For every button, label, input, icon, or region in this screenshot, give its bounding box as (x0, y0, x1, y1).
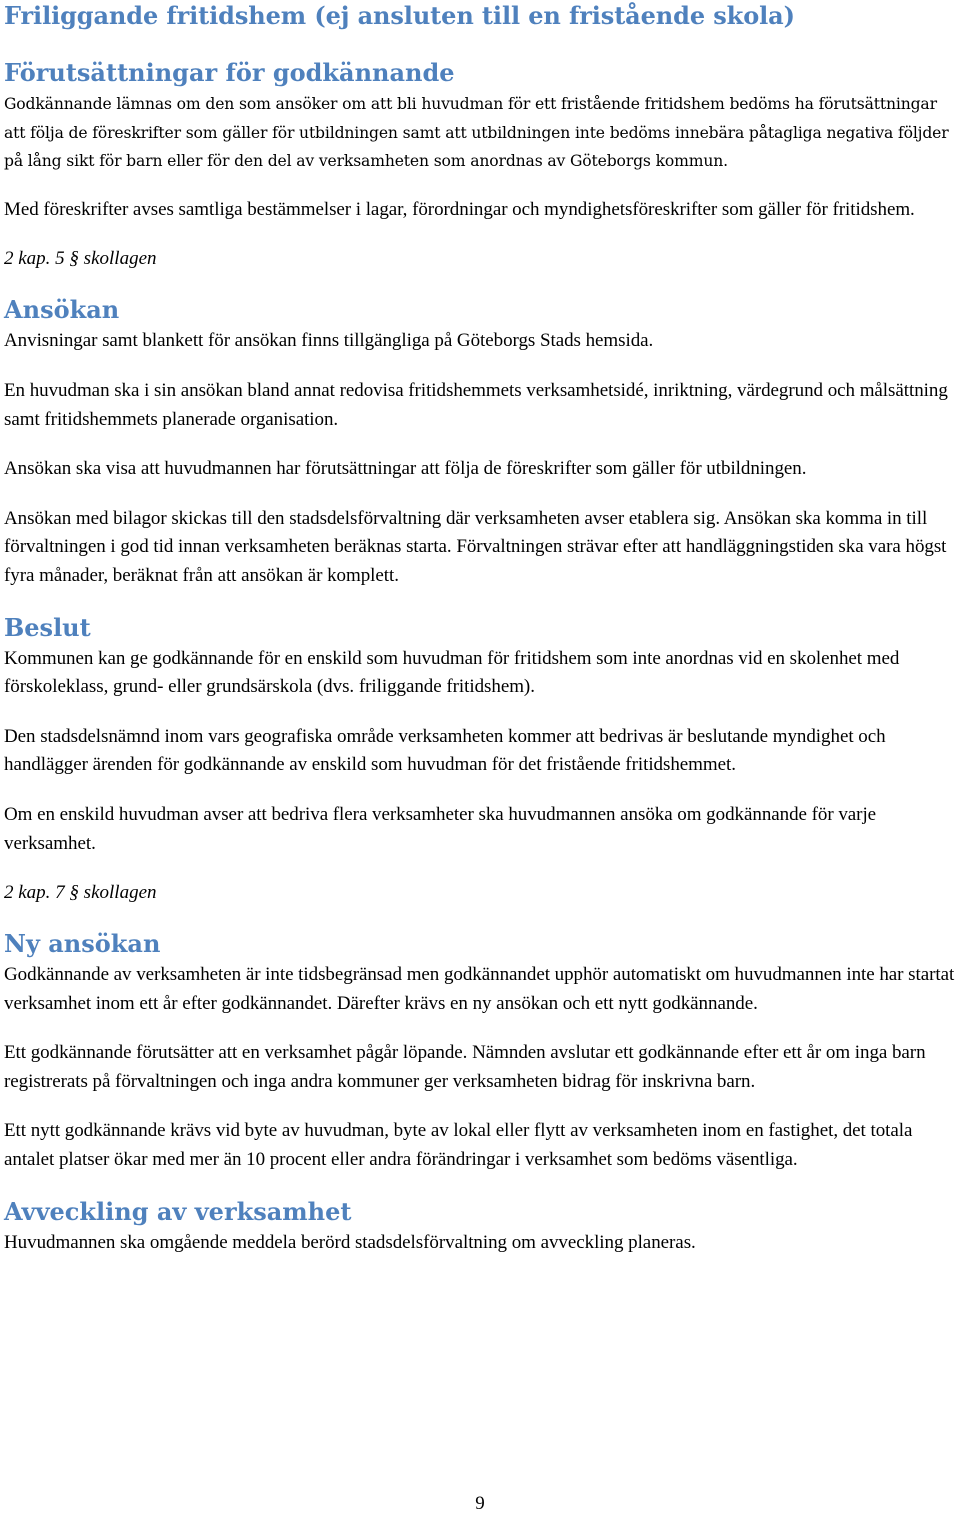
section-heading-beslut: Beslut (4, 612, 91, 642)
paragraph: Ansökan ska visa att huvudmannen har förutsättningar att följa de föreskrifter som gäller för utbildningen. (4, 458, 807, 480)
paragraph: Om en enskild huvudman avser att bedriva flera verksamheter ska huvudmannen ansöka om godkännande för varje verksamhet. (4, 803, 877, 854)
page-number: 9 (475, 1493, 485, 1514)
section-heading-ny-ansokan: Ny ansökan (4, 929, 161, 959)
paragraph: Ett nytt godkännande krävs vid byte av huvudman, byte av lokal eller flytt av verksamheten inom en fastighet, det totala antalet platser ökar med mer än 10 procent eller andra förändringar i verksamhet som bedöms väsentliga. (4, 1120, 913, 1171)
law-reference: 2 kap. 5 § skollagen (4, 248, 157, 270)
page-title: Friliggande fritidshem (ej ansluten till en fristående skola) (4, 1, 795, 30)
paragraph: Ett godkännande förutsätter att en verksamhet pågår löpande. Nämnden avslutar ett godkännande efter ett år om inga barn registrerats på förvaltningen och inga andra kommuner ger verksamheten bidrag för inskrivna barn. (4, 1042, 926, 1092)
document-page (4, 0, 958, 1257)
paragraph: Godkännande lämnas om den som ansöker om att bli huvudman för ett fristående fritidshem bedöms ha förutsättningar att följa de föreskrifter som gäller för utbildningen samt att utbildningen inte bedöms innebära påtagliga negativa följder på lång sikt för barn eller för den del av verksamheten som anordnas av Göteborgs kommun. (4, 95, 949, 171)
paragraph: Med föreskrifter avses samtliga bestämmelser i lagar, förordningar och myndighetsföreskrifter som gäller för fritidshem. (4, 198, 915, 220)
paragraph: Huvudmannen ska omgående meddela berörd stadsdelsförvaltning om avveckling planeras. (4, 1231, 696, 1253)
paragraph: Ansökan med bilagor skickas till den stadsdelsförvaltning där verksamheten avser etablera sig. Ansökan ska komma in till förvaltningen i god tid innan verksamheten beräknas starta. Förvaltningen strävar efter att handläggningstiden ska vara högst fyra månader, beräknat från att ansökan är komplett. (4, 507, 947, 586)
paragraph: Den stadsdelsnämnd inom vars geografiska område verksamheten kommer att bedrivas är beslutande myndighet och handlägger ärenden för godkännande av enskild som huvudman för det fristående fritidshemmet. (4, 725, 886, 776)
law-reference: 2 kap. 7 § skollagen (4, 882, 157, 904)
section-heading-forutsattningar: Förutsättningar för godkännande (4, 58, 455, 87)
section-heading-ansokan: Ansökan (4, 295, 120, 325)
paragraph: Kommunen kan ge godkännande för en enskild som huvudman för fritidshem som inte anordnas vid en skolenhet med förskoleklass, grund- eller grundsärskola (dvs. friliggande fritidshem). (4, 647, 900, 698)
paragraph: Godkännande av verksamheten är inte tidsbegränsad men godkännandet upphör automatiskt om huvudmannen inte har startat verksamhet inom ett år efter godkännandet. Därefter krävs en ny ansökan och ett nytt godkännande. (4, 964, 955, 1014)
paragraph: Anvisningar samt blankett för ansökan finns tillgängliga på Göteborgs Stads hemsida. (4, 330, 654, 352)
paragraph: En huvudman ska i sin ansökan bland annat redovisa fritidshemmets verksamhetsidé, inriktning, värdegrund och målsättning samt fritidshemmets planerade organisation. (4, 379, 948, 430)
section-heading-avveckling: Avveckling av verksamhet (4, 1196, 352, 1226)
